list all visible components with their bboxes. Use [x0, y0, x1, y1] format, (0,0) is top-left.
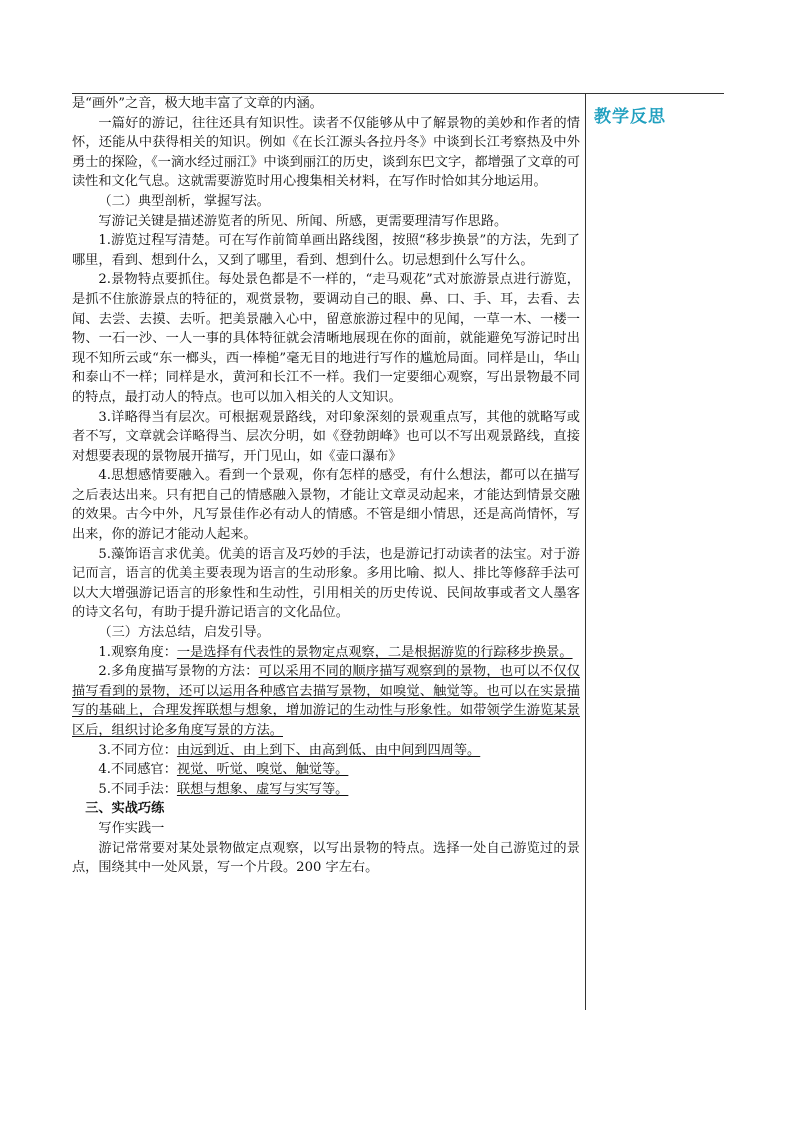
method-item [72, 760, 580, 780]
paragraph: 是“画外”之音，极大地丰富了文章的内涵。 [72, 96, 323, 111]
paragraph: 5.藻饰语言求优美。优美的语言及巧妙的手法，也是游记打动读者的法宝。对于游记而言，语言的优美主要表现为语言的生动形象。多用比喻、拟人、排比等修辞手法可以大大增强游记语言的形象性和生动性，引用相关的历史传说、民间故事或者文人墨客的诗文名句，有助于提升游记语言的文化品位。 [72, 546, 580, 621]
method-label: 5.不同手法： [98, 781, 177, 797]
method-label: 2.多角度描写景物的方法： [98, 664, 259, 680]
practice-title: 写作实践一 [98, 820, 165, 836]
method-item [72, 741, 580, 761]
paragraph: 2.景物特点要抓住。每处景色都是不一样的，“走马观花”式对旅游景点进行游览，是抓不住旅游景点的特征的，观赏景物，要调动自己的眼、鼻、口、手、耳，去看、去闻、去尝、去摸、去听。把美景融入心中，留意旅游过程中的见闻，一草一木、一楼一物、一石一沙、一人一事的具体特征就会清晰地展现在你的面前，就能避免写游记时出现不知所云或“东一榔头，西一棒槌”毫无目的地进行写作的尴尬局面。同样是山，华山和泰山不一样；同样是水，黄河和长江不一样。我们一定要细心观察，写出景物最不同的特点，最打动人的特点。也可以加入相关的人文知识。 [72, 272, 580, 405]
subheading: （三）方法总结，启发引导。 [98, 625, 270, 641]
paragraph: 4.思想感情要融入。看到一个景观，你有怎样的感受，有什么想法，都可以在描写之后表达出来。只有把自己的情感融入景物，才能让文章灵动起来，才能达到情景交融的效果。古今中外，凡写景佳作必有动人的情感。不管是细小情思，还是高尚情怀，写出来，你的游记才能动人起来。 [72, 468, 580, 543]
method-text: 由远到近、由上到下、由高到低、由中间到四周等。 [176, 742, 481, 758]
column-divider [585, 93, 586, 1010]
paragraph: 写游记关键是描述游览者的所见、所闻、所感，更需要理清写作思路。 [98, 213, 508, 229]
main-text-column [72, 94, 580, 878]
paragraph: 3.详略得当有层次。可根据观景路线，对印象深刻的景观重点写，其他的就略写或者不写，文章就会详略得当、层次分明，如《登勃朗峰》也可以不写出观景路线，直接对想要表现的景物展开描写，开门见山，如《壶口瀑布》 [72, 409, 580, 464]
method-label: 4.不同感官： [98, 762, 177, 778]
method-label: 1.观察角度： [98, 644, 177, 660]
method-text: 联想与想象、虚写与实写等。 [176, 781, 349, 797]
method-item [72, 780, 580, 800]
method-label: 3.不同方位： [98, 742, 177, 758]
section-heading: 三、实战巧练 [85, 801, 165, 817]
method-item [72, 662, 580, 740]
paragraph: 游记常常要对某处景物做定点观察，以写出景物的特点。选择一处自己游览过的景点，围绕其中一处风景，写一个片段。200 字左右。 [72, 840, 580, 876]
method-item [72, 643, 580, 663]
method-text: 可以采用不同的顺序描写观察到的景物，也可以不仅仅描写看到的景物，还可以运用各种感官去描写景物，如嗅觉、触觉等。也可以在实景描写的基础上，合理发挥联想与想象，增加游记的生动性与形象性。如带领学生游览某景区后，组织讨论多角度写景的方法。 [72, 664, 580, 738]
teaching-reflection-heading: 教学反思 [594, 107, 666, 127]
subheading: （二）典型剖析，掌握写法。 [98, 193, 270, 209]
paragraph: 1.游览过程写清楚。可在写作前简单画出路线图，按照“移步换景”的方法，先到了哪里，看到、想到什么，又到了哪里，看到、想到什么。切忌想到什么写什么。 [72, 233, 580, 268]
method-text: 一是选择有代表性的景物定点观察，二是根据游览的行踪移步换景。 [176, 644, 573, 660]
paragraph: 一篇好的游记，往往还具有知识性。读者不仅能够从中了解景物的美妙和作者的情怀，还能从中获得相关的知识。例如《在长江源头各拉丹冬》中谈到长江考察热及中外勇士的探险，《一滴水经过丽江》中谈到丽江的历史，谈到东巴文字，都增强了文章的可读性和文化气息。这就需要游览时用心搜集相关材料，在写作时恰如其分地运用。 [72, 115, 580, 190]
method-text: 视觉、听觉、嗅觉、触觉等。 [176, 762, 349, 778]
